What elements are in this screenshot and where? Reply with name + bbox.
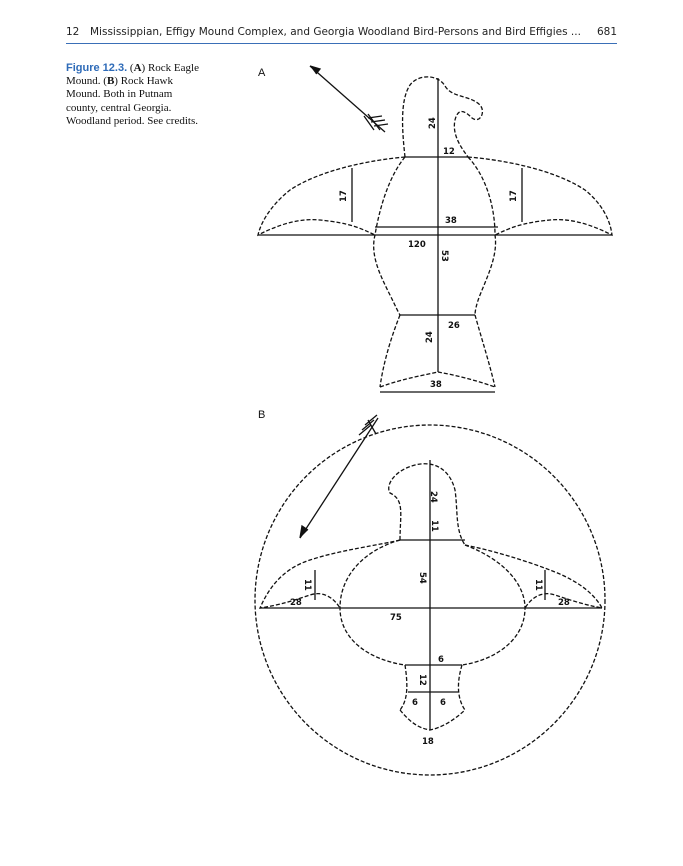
dim-b-11-left: 11	[302, 579, 312, 591]
dim-b-18: 18	[422, 737, 434, 747]
chapter-number: 12	[66, 26, 80, 38]
running-title: Mississippian, Effigy Mound Complex, and Georgia Woodland Bird-Persons and Bird Effigies ...	[90, 26, 581, 38]
dim-b-6: 6	[438, 655, 444, 665]
figure-caption: Figure 12.3. (A) Rock Eagle Mound. (B) Rock Hawk Mound. Both in Putnam county, central Georgia. Woodland period. See credits.	[66, 62, 199, 127]
effigy-mound-figure	[240, 60, 630, 810]
panel-a-dimensions	[339, 117, 519, 390]
dim-a-26: 26	[448, 321, 460, 331]
dim-b-24: 24	[428, 491, 438, 503]
header-rule	[66, 43, 617, 44]
caption-text-b: Rock Hawk Mound. Both in Putnam county, central Georgia. Woodland period. See credits.	[66, 75, 198, 127]
dim-b-54: 54	[417, 572, 427, 584]
dim-b-11-right: 11	[533, 579, 543, 591]
dim-b-75: 75	[390, 613, 402, 623]
dim-b-11-neck: 11	[429, 520, 439, 532]
dim-b-12: 12	[417, 674, 427, 686]
caption-label-a: A	[133, 62, 142, 74]
dim-a-12: 12	[443, 147, 455, 157]
dim-a-38: 38	[445, 216, 457, 226]
dim-a-17-left: 17	[339, 190, 349, 202]
dim-b-28-right: 28	[558, 598, 570, 608]
figure-label: Figure 12.3.	[66, 62, 128, 74]
dim-a-120: 120	[408, 240, 426, 250]
panel-a-label: A	[258, 67, 266, 79]
dim-b-6-left: 6	[412, 698, 418, 708]
dim-b-28-left: 28	[290, 598, 302, 608]
dim-a-53: 53	[439, 250, 449, 262]
dim-a-17-right: 17	[509, 190, 519, 202]
caption-text-a: Rock Eagle Mound.	[66, 62, 199, 88]
panel-b-arrow	[300, 415, 378, 538]
dim-b-6-right: 6	[440, 698, 446, 708]
dim-a-24-lower: 24	[425, 331, 435, 343]
panel-b-hawk-outline	[260, 464, 602, 730]
panel-a-arrow	[310, 66, 388, 132]
panel-b-label: B	[258, 409, 266, 421]
caption-label-b: B	[106, 75, 115, 88]
dim-a-38-lower: 38	[430, 380, 442, 390]
page-number: 681	[596, 26, 617, 38]
dim-a-24: 24	[428, 117, 438, 129]
running-header	[66, 22, 617, 42]
